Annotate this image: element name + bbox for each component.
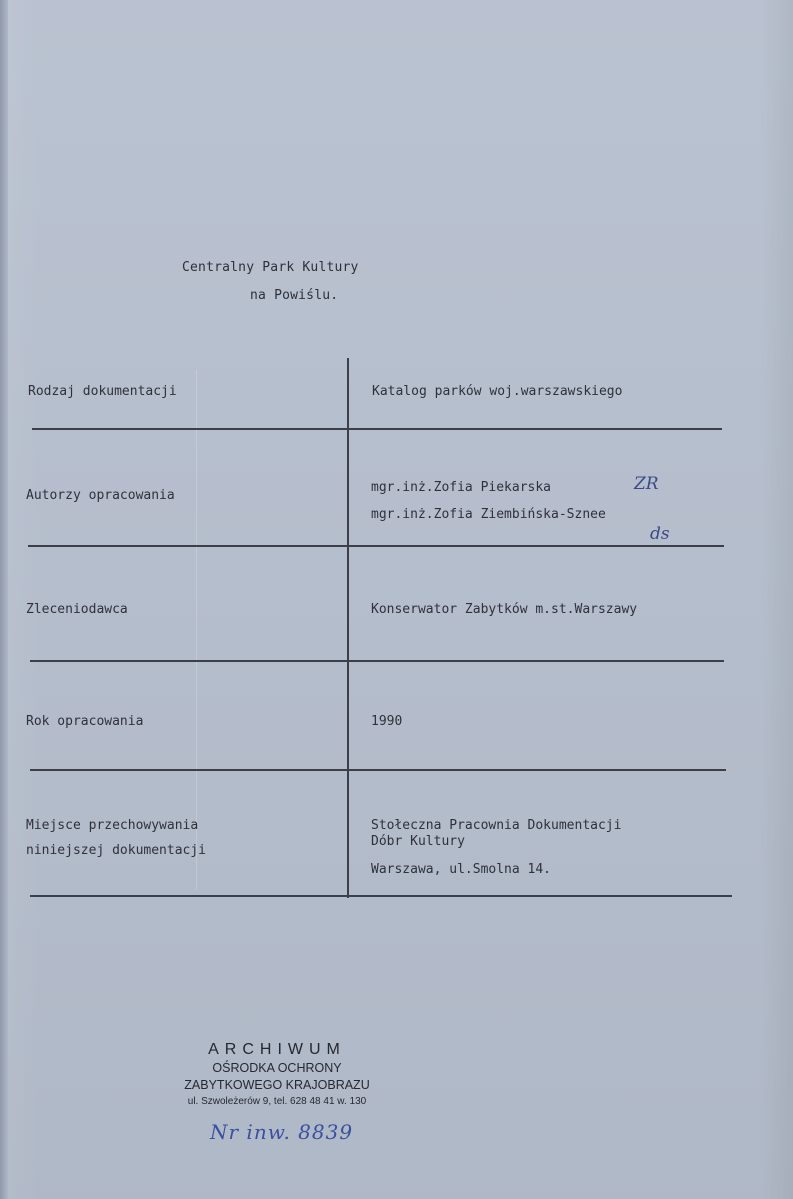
handwritten-initials: ZR xyxy=(634,474,659,494)
table-label-commissioner: Zleceniodawca xyxy=(26,602,128,617)
table-value-author-2: mgr.inż.Zofia Ziembińska-Sznee xyxy=(371,507,606,522)
table-label-storage-line-2: niniejszej dokumentacji xyxy=(26,843,207,858)
table-value-commissioner: Konserwator Zabytków m.st.Warszawy xyxy=(371,602,638,617)
stamp-line-landscape: ZABYTKOWEGO KRAJOBRAZU xyxy=(184,1078,370,1092)
stamp-line-archive: ARCHIWUM xyxy=(208,1041,346,1058)
table-value-storage-line-3: Warszawa, ul.Smolna 14. xyxy=(371,862,552,877)
page-left-edge xyxy=(0,0,8,1199)
table-label-storage-line-1: Miejsce przechowywania xyxy=(26,818,199,833)
table-row-divider xyxy=(32,428,722,430)
stamp-line-address: ul. Szwoleżerów 9, tel. 628 48 41 w. 130 xyxy=(187,1096,367,1107)
table-label-year: Rok opracowania xyxy=(26,714,144,729)
table-row-divider xyxy=(30,895,732,897)
paper-fold-line xyxy=(196,370,197,890)
archive-stamp xyxy=(162,1040,392,1109)
handwritten-inventory-number: Nr inw. 8839 xyxy=(210,1120,354,1144)
handwritten-initials: ds xyxy=(650,524,670,544)
stamp-line-centre: OŚRODKA OCHRONY xyxy=(212,1061,342,1075)
table-value-storage-line-2: Dóbr Kultury xyxy=(371,834,465,849)
table-value-author-1: mgr.inż.Zofia Piekarska xyxy=(371,480,552,495)
table-row-divider xyxy=(30,660,724,662)
document-title-line-2: na Powiślu. xyxy=(250,288,339,303)
table-value-document-type: Katalog parków woj.warszawskiego xyxy=(372,384,623,399)
table-label-authors: Autorzy opracowania xyxy=(26,488,175,503)
table-row-divider xyxy=(30,769,726,771)
table-label-document-type: Rodzaj dokumentacji xyxy=(28,384,177,399)
table-value-storage-line-1: Stołeczna Pracownia Dokumentacji xyxy=(371,818,622,833)
table-column-divider xyxy=(347,358,349,898)
table-value-year: 1990 xyxy=(371,714,403,729)
table-row-divider xyxy=(28,545,724,547)
document-title-line-1: Centralny Park Kultury xyxy=(182,260,359,275)
